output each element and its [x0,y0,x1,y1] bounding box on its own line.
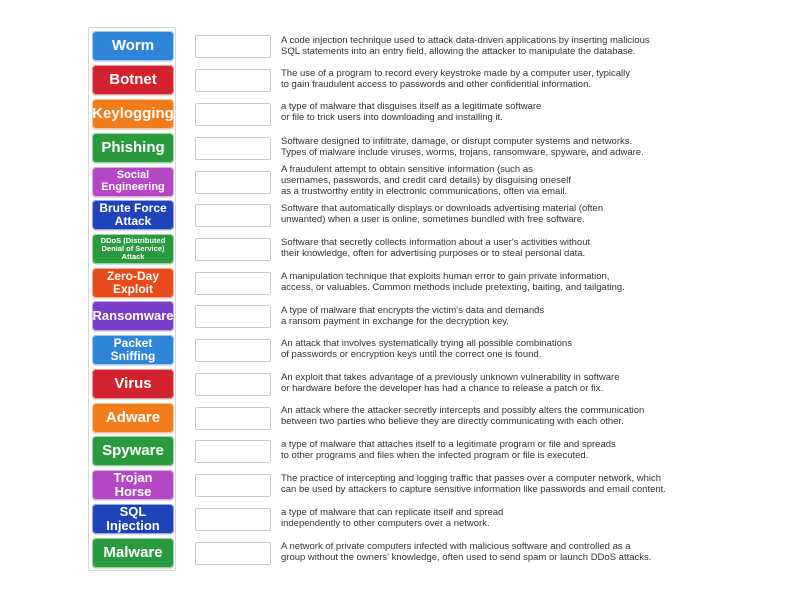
tile-zero-day-exploit[interactable]: Zero-Day Exploit [92,268,174,298]
definition-text: A code injection technique used to attack data-driven applications by inserting malicious SQL statements into an entry field, allowing the attacker to manipulate the database. [281,35,650,57]
drop-zone[interactable] [195,339,271,362]
drop-zone[interactable] [195,204,271,227]
drop-zone[interactable] [195,440,271,463]
tile-botnet[interactable]: Botnet [92,65,174,95]
drop-zone[interactable] [195,171,271,194]
drop-zone[interactable] [195,272,271,295]
drop-zone[interactable] [195,508,271,531]
tile-brute-force-attack[interactable]: Brute Force Attack [92,200,174,230]
definition-text: Software that secretly collects information about a user's activities without their knowledge, often for advertising purposes or to steal personal data. [281,237,591,259]
definition-text: The use of a program to record every keystroke made by a computer user, typically to gain fraudulent access to passwords and other confidential information. [281,68,631,90]
tile-spyware[interactable]: Spyware [92,436,174,466]
definition-text: A manipulation technique that exploits human error to gain private information, access, or valuables. Common methods include pretexting, baiting, and tailgating. [281,271,625,293]
drop-zone[interactable] [195,35,271,58]
definition-text: The practice of intercepting and logging traffic that passes over a computer network, which can be used by attackers to capture sensitive information like passwords and email content. [281,473,666,495]
definition-text: a type of malware that disguises itself as a legitimate software or file to trick users into downloading and installing it. [281,101,542,123]
tile-phishing[interactable]: Phishing [92,133,174,163]
definition-text: An attack that involves systematically trying all possible combinations of passwords or encryption keys until the correct one is found. [281,338,572,360]
tile-adware[interactable]: Adware [92,403,174,433]
tile-virus[interactable]: Virus [92,369,174,399]
definition-text: a type of malware that attaches itself to a legitimate program or file and spreads to other programs and files when the infected program or file is executed. [281,439,616,461]
drop-zone[interactable] [195,238,271,261]
definition-text: An attack where the attacker secretly intercepts and possibly alters the communication between two parties who believe they are directly communicating with each other. [281,405,645,427]
tile-malware[interactable]: Malware [92,538,174,568]
drop-zone[interactable] [195,407,271,430]
drop-zone[interactable] [195,305,271,328]
drop-zone[interactable] [195,137,271,160]
definition-text: Software that automatically displays or downloads advertising material (often unwanted) when a user is online, sometimes bundled with free software. [281,203,604,225]
definition-text: A type of malware that encrypts the victim's data and demands a ransom payment in exchange for the decryption key. [281,305,545,327]
tile-keylogging[interactable]: Keylogging [92,99,174,129]
tile-packet-sniffing[interactable]: Packet Sniffing [92,335,174,365]
drop-zone[interactable] [195,542,271,565]
tile-worm[interactable]: Worm [92,31,174,61]
drop-zone[interactable] [195,474,271,497]
definition-text: An exploit that takes advantage of a previously unknown vulnerability in software or hardware before the developer has had a chance to release a patch or fix. [281,372,620,394]
definition-text: A fraudulent attempt to obtain sensitive information (such as usernames, passwords, and credit card details) by disguising oneself as a trustworthy entity in electronic communications, often via email. [281,164,571,197]
drop-zone[interactable] [195,103,271,126]
tile-trojan-horse[interactable]: Trojan Horse [92,470,174,500]
tile-sql-injection[interactable]: SQL Injection [92,504,174,534]
tile-ransomware[interactable]: Ransomware [92,301,174,331]
definition-text: A network of private computers infected with malicious software and controlled as a group without the owners' knowledge, often used to send spam or launch DDoS attacks. [281,541,652,563]
tile-social-engineering[interactable]: Social Engineering [92,167,174,197]
drop-zone[interactable] [195,373,271,396]
definition-text: a type of malware that can replicate itself and spread independently to other computers over a network. [281,507,504,529]
tile-ddos-attack[interactable]: DDoS (Distributed Denial of Service) Attack [92,234,174,264]
definition-text: Software designed to infiltrate, damage, or disrupt computer systems and networks. Types of malware include viruses, worms, trojans, ransomware, spyware, and adware. [281,136,644,158]
drop-zone[interactable] [195,69,271,92]
